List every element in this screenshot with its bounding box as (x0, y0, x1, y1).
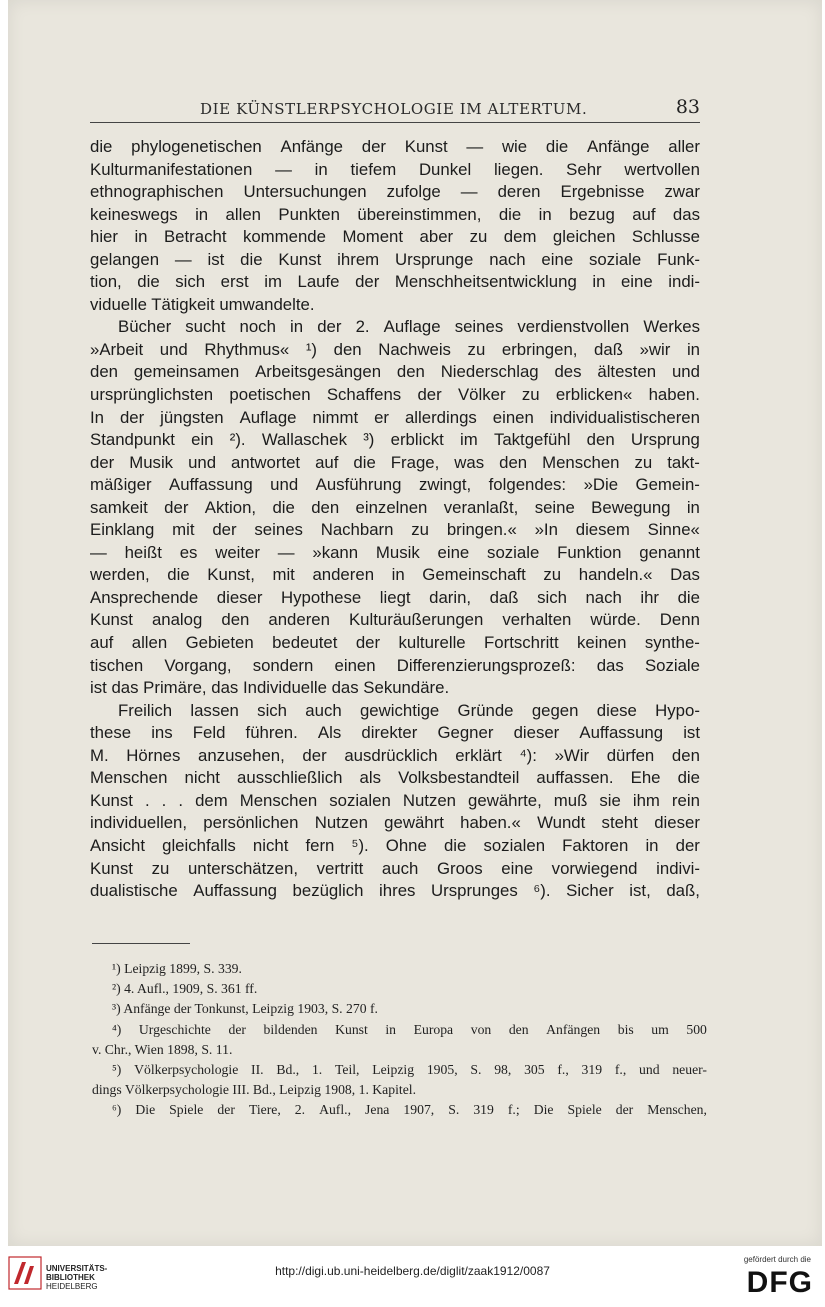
body-line: Kunst zu unterschätzen, vertritt auch Groos eine vorwiegend indivi- (90, 858, 700, 878)
running-title: DIE KÜNSTLERPSYCHOLOGIE IM ALTERTUM. (200, 100, 588, 118)
body-line: these ins Feld führen. Als direkter Gegner dieser Auffassung ist (90, 723, 700, 743)
funder-note: gefördert durch die (743, 1255, 811, 1264)
body-line: Einklang mit der seines Nachbarn zu bringen.« »In diesem Sinne« (90, 520, 700, 540)
body-line: Kulturmanifestationen — in tiefem Dunkel liegen. Sehr wertvollen (90, 159, 700, 179)
body-line: — heißt es weiter — »kann Musik eine soziale Funktion genannt (90, 542, 700, 562)
body-line: Ansprechende dieser Hypothese liegt darin, daß sich nach ihr die (90, 587, 700, 607)
body-line: »Arbeit und Rhythmus« ¹) den Nachweis zu erbringen, daß »wir in (90, 339, 700, 359)
footnotes (92, 959, 707, 1121)
body-line: ist das Primäre, das Individuelle das Sekundäre. (90, 678, 450, 698)
header-rule (90, 122, 700, 123)
body-line: tischen Vorgang, sondern einen Differenzierungsprozeß: das Soziale (90, 655, 700, 675)
body-line: Freilich lassen sich auch gewichtige Gründe gegen diese Hypo- (118, 700, 700, 720)
page-number: 83 (675, 96, 700, 118)
body-line: auf allen Gebieten bedeutet der kulturelle Fortschritt keinen synthe- (90, 633, 700, 653)
viewer-footer (0, 1246, 825, 1307)
footnote-line: ⁵) Völkerpsychologie II. Bd., 1. Teil, Leipzig 1905, S. 98, 305 f., 319 f., und neuer- (112, 1061, 707, 1077)
body-line: den gemeinsamen Arbeitsgesängen den Niederschlag des ältesten und (90, 362, 700, 382)
body-line: die phylogenetischen Anfänge der Kunst — wie die Anfänge aller (90, 137, 700, 156)
footnote-line: ⁴) Urgeschichte der bildenden Kunst in Europa von den Anfängen bis um 500 (112, 1021, 707, 1037)
body-line: Standpunkt ein ²). Wallaschek ³) erblickt im Taktgefühl den Ursprung (90, 430, 700, 450)
body-line: gelangen — ist die Kunst ihrem Ursprunge nach eine soziale Funk- (90, 249, 700, 269)
footnote-line: v. Chr., Wien 1898, S. 11. (92, 1041, 233, 1057)
body-line: Menschen nicht ausschließlich als Volksbestandteil auffassen. Ehe die (90, 768, 700, 788)
body-line: tion, die sich erst im Laufe der Menschheitsentwicklung in eine indi- (90, 272, 700, 292)
body-line: viduelle Tätigkeit umwandelte. (90, 294, 315, 314)
body-line: der Musik und antwortet auf die Frage, was den Menschen zu takt- (90, 452, 700, 472)
funder-logo[interactable]: DFG (746, 1266, 813, 1299)
body-line: keineswegs in allen Punkten übereinstimmen, die in bezug auf das (90, 204, 700, 224)
body-line: dualistische Auffassung bezüglich ihres Ursprunges ⁶). Sicher ist, daß, (90, 881, 700, 901)
page-header (90, 96, 700, 122)
footnote-line: ³) Anfänge der Tonkunst, Leipzig 1903, S. 270 f. (112, 1001, 378, 1017)
body-line: Kunst analog den anderen Kulturäußerungen verhalten würde. Denn (90, 610, 700, 630)
body-line: ursprünglichsten poetischen Schaffens der Völker zu erblicken« haben. (90, 385, 700, 405)
footnote-rule (92, 943, 190, 944)
body-line: hier in Betracht kommende Moment aber zu dem gleichen Schlusse (90, 227, 700, 247)
footnote-line: ¹) Leipzig 1899, S. 339. (112, 961, 242, 976)
body-line: samkeit der Aktion, die den einzelnen veranlaßt, seine Bewegung in (90, 497, 700, 517)
body-line: M. Hörnes anzusehen, der ausdrücklich erklärt ⁴): »Wir dürfen den (90, 745, 700, 765)
body-line: werden, die Kunst, mit anderen in Gemeinschaft zu handeln.« Das (90, 565, 700, 585)
footnote-line: ²) 4. Aufl., 1909, S. 361 ff. (112, 981, 258, 997)
library-name-line-1: UNIVERSITÄTS- (46, 1264, 108, 1273)
body-line: Kunst . . . dem Menschen sozialen Nutzen gewährte, muß sie ihm rein (90, 790, 700, 810)
body-line: mäßiger Auffassung und Ausführung zwingt, folgendes: »Die Gemein- (90, 475, 700, 495)
body-line: Bücher sucht noch in der 2. Auflage seines verdienstvollen Werkes (118, 317, 700, 337)
body-line: ethnographischen Untersuchungen zufolge — deren Ergebnisse zwar (90, 182, 700, 202)
body-line: Ansicht gleichfalls nicht fern ⁵). Ohne die sozialen Faktoren in der (90, 835, 700, 855)
source-url-link[interactable]: http://digi.ub.uni-heidelberg.de/diglit/zaak1912/0087 (275, 1264, 550, 1278)
body-text (90, 136, 700, 903)
body-line: individuellen, persönlichen Nutzen gewährt haben.« Wundt steht dieser (90, 813, 700, 833)
body-line: In der jüngsten Auflage nimmt er allerdings einen individualistischeren (90, 407, 700, 427)
library-name-line-3: HEIDELBERG (46, 1282, 98, 1291)
footnote-line: dings Völkerpsychologie III. Bd., Leipzig 1908, 1. Kapitel. (92, 1082, 417, 1098)
footnote-line: ⁶) Die Spiele der Tiere, 2. Aufl., Jena 1907, S. 319 f.; Die Spiele der Menschen, (112, 1102, 707, 1118)
library-name-line-2: BIBLIOTHEK (46, 1273, 95, 1282)
